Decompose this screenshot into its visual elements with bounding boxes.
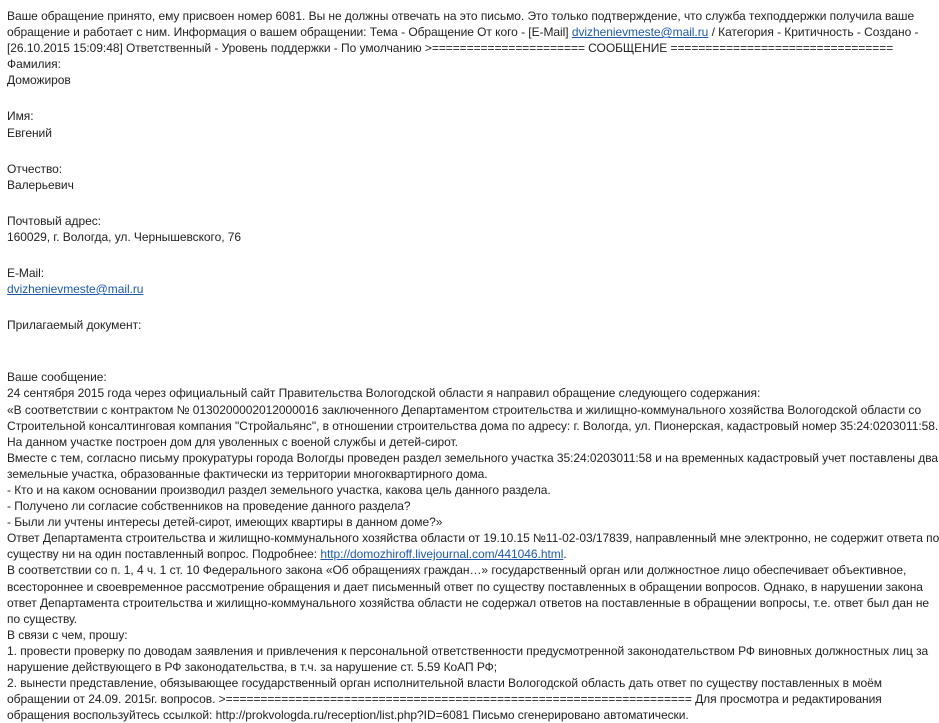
intro-line-2-text: обращение и работает с ним. Информация о вашем обращении: Тема - Обращение От кого - [E-Mail] [7,25,572,40]
address-label: Почтовый адрес: [7,213,101,228]
message-line: 2. вынести представление, обязывающее государственный орган исполнительной власти Вологодской область дать ответ по существу поставленных в моём [7,676,882,691]
intro-line-1: Ваше обращение принято, ему присвоен номер 6081. Вы не должны отвечать на это письмо. Это только подтверждение, что служба техподдержки получила ваше [7,9,915,23]
patronymic-label: Отчество: [7,161,63,176]
intro-line-2 [7,24,919,40]
message-line: 24 сентября 2015 года через официальный сайт Правительства Вологодской области я направил обращение следующего содержания: [7,386,761,401]
message-line: «В соответствии с контрактом № 0130200002012000016 заключенного Департаментом строительства и жилищно-коммунального хозяйства Вологодской области со [7,402,922,417]
message-line: обращении от 24.09. 2015г. вопросов. >=================================================================== Для просмотра и редактирования [7,692,882,707]
message-line: земельные участка, образованные фактически из территории многоквартирного дома. [7,466,488,481]
address-value: 160029, г. Вологда, ул. Чернышевского, 76 [7,229,242,244]
message-line: обращения воспользуйтесь ссылкой: http://prokvologda.ru/reception/list.php?ID=6081 Письмо сгенерировано автоматически. [7,708,689,723]
message-label: Ваше сообщение: [7,370,107,385]
message-line [7,546,841,562]
message-line: Ответ Департамента строительства и жилищно-коммунального хозяйства области от 19.10.15 №11-02-03/17839, направленный мне электронно, не содержит ответа по [7,531,939,546]
message-line: Вместе с тем, согласно письму прокуратуры города Вологды проведен раздел земельного участка 35:24:0203011:58 и на временных кадастровый учет поставлены два [7,450,939,465]
sender-email-link[interactable]: dvizhenievmeste@mail.ru [571,25,709,40]
livejournal-link[interactable]: http://domozhiroff.livejournal.com/441046.html [320,547,564,562]
surname-label: Фамилия: [7,57,61,72]
message-line: На данном участке построен дом для уволенных с военой службы и детей-сирот. [7,434,458,449]
patronymic-value: Валерьевич [7,177,74,192]
name-label: Имя: [7,109,34,124]
message-line: по существу. [7,611,78,626]
message-line-text: существу ни на один поставленный вопрос. Подробнее: [7,547,321,562]
message-line: В связи с чем, прошу: [7,627,128,642]
email-label: E-Mail: [7,266,44,281]
email-body [7,8,939,723]
name-value: Евгений [7,125,52,140]
attachment-label: Прилагаемый документ: [7,318,142,333]
message-line: всестороннее и своевременное рассмотрение обращения и дает письменный ответ по существу поставленных в обращении вопросов. Однако, в нарушении закона [7,579,923,594]
message-line: - Были ли учтены интересы детей-сирот, имеющих квартиры в данном доме?» [7,515,443,530]
message-line-tail: . [563,547,567,562]
intro-line-3: [26.10.2015 15:09:48] Ответственный - Уровень поддержки - По умолчанию >====================== СООБЩЕНИЕ ================================ [7,41,894,56]
intro-line-2-tail: / Категория - Критичность - Создано - [708,25,919,40]
message-line: ответ Департамента строительства и жилищно-коммунального хозяйства области не содержал ответов на поставленные в обращении вопросы, т.е. ответ был дан не [7,595,930,610]
message-line: Строительной консалтинговая компания "Стройальянс", в отношении строительства дома по адресу: г. Вологда, ул. Пионерская, кадастровый номер 35:24:0203011:58. [7,418,939,433]
message-line: - Кто и на каком основании производил раздел земельного участка, какова цель данного раздела. [7,482,551,497]
message-line: В соответствии со п. 1, 4 ч. 1 ст. 10 Федерального закона «Об обращениях граждан…» государственный орган или должностное лицо обеспечивает объективное, [7,563,907,578]
contact-email-link[interactable]: dvizhenievmeste@mail.ru [7,282,144,297]
message-line: 1. провести проверку по доводам заявления и привлечения к персональной ответственности предусмотренной законодательством РФ виновных должностных лиц за [7,643,929,658]
surname-value: Доможиров [7,73,71,88]
email-value-line [7,281,841,297]
message-line: - Получено ли согласие собственников на проведение данного раздела? [7,499,411,514]
message-line: нарушение действующего в РФ законодательства, в т.ч. за нарушение ст. 5.59 КоАП РФ; [7,660,497,674]
